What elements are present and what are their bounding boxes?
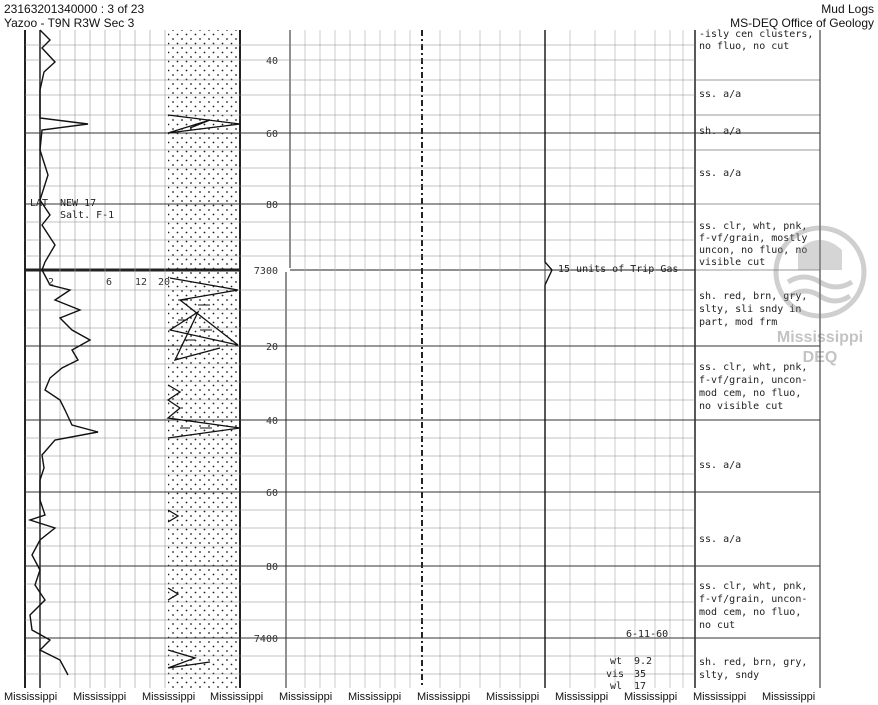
document-type: Mud Logs: [821, 2, 874, 16]
lith-line: ss. clr, wht, pnk,: [699, 221, 808, 232]
lith-line: sh. red, brn, gry,: [699, 657, 808, 668]
well-location: Yazoo - T9N R3W Sec 3: [4, 16, 135, 30]
lith-line: ss. a/a: [699, 460, 742, 471]
watermark-text: [770, 328, 870, 368]
lith-line: visible cut: [699, 257, 766, 268]
mud-vis-label: vis: [606, 669, 625, 680]
scale-label: 6: [106, 277, 113, 288]
lith-line: slty, sndy: [699, 670, 760, 681]
footer-label: Mississippi: [693, 691, 747, 703]
footer-label: Mississippi: [4, 691, 58, 703]
mud-wl-label: wl: [610, 681, 623, 690]
watermark-line-2: DEQ: [802, 349, 838, 366]
lith-line: sh. red, brn, gry,: [699, 291, 808, 302]
lith-line: -isly cen clusters,: [699, 29, 814, 40]
rate-grid: [60, 30, 165, 688]
footer-label: Mississippi: [762, 691, 816, 703]
scale-label: 12: [135, 277, 148, 288]
mud-wt-label: wt: [610, 656, 623, 667]
lith-line: ss. a/a: [699, 168, 742, 179]
lith-line: ss. a/a: [699, 534, 742, 545]
scale-label: 20: [158, 277, 171, 288]
lith-line: no cut: [699, 620, 736, 631]
depth-label: 60: [265, 488, 278, 499]
lith-line: sh. a/a: [699, 126, 742, 137]
trip-gas-note: 15 units of Trip Gas: [558, 264, 679, 275]
depth-label: 80: [265, 562, 278, 573]
depth-label: 40: [265, 56, 278, 67]
footer-label: Mississippi: [417, 691, 471, 703]
lat-note: LAT: [30, 198, 49, 209]
lith-line: mod cem, no fluo,: [699, 388, 802, 399]
document-id: 23163201340000 : 3 of 23: [4, 2, 145, 16]
footer-strip: [0, 690, 878, 705]
depth-labels: [254, 56, 278, 645]
mud-properties: [606, 656, 652, 690]
lith-line: part, mod frm: [699, 317, 778, 328]
footer-label: Mississippi: [486, 691, 540, 703]
footer-label: Mississippi: [348, 691, 402, 703]
lith-line: slty, sli sndy in: [699, 304, 802, 315]
depth-label: 20: [265, 342, 278, 353]
depth-label: 60: [265, 129, 278, 140]
depth-label: 80: [265, 200, 278, 211]
watermark-line-1: Mississippi: [776, 329, 864, 346]
salt-note: Salt. F-1: [60, 210, 115, 221]
mdeq-watermark: [770, 210, 870, 380]
mdeq-logo-icon: [770, 210, 870, 328]
mud-vis-value: 35: [634, 669, 647, 680]
lith-line: ss. a/a: [699, 89, 742, 100]
lith-line: f-vf/grain, uncon-: [699, 594, 808, 605]
mud-wt-value: 9.2: [634, 656, 653, 667]
footer-label: Mississippi: [624, 691, 678, 703]
lith-line: ss. clr, wht, pnk,: [699, 362, 808, 373]
depth-label: 40: [265, 416, 278, 427]
gas-curve: [545, 30, 552, 688]
footer-label: Mississippi: [73, 691, 127, 703]
depth-label: 7300: [253, 266, 278, 277]
lith-line: mod cem, no fluo,: [699, 607, 802, 618]
lith-line: uncon, no fluo, no: [699, 245, 808, 256]
lith-line: no fluo, no cut: [699, 41, 790, 52]
lith-line: f-vf/grain, uncon-: [699, 375, 808, 386]
lith-line: ss. clr, wht, pnk,: [699, 581, 808, 592]
mud-wl-value: 17: [634, 681, 647, 690]
footer-label: Mississippi: [555, 691, 609, 703]
footer-label: Mississippi: [142, 691, 196, 703]
lith-line: no visible cut: [699, 401, 784, 412]
new-note: NEW 17: [60, 198, 97, 209]
depth-label: 7400: [253, 634, 278, 645]
footer-label: Mississippi: [279, 691, 333, 703]
lith-line: f-vf/grain, mostly: [699, 233, 808, 244]
office-name: MS-DEQ Office of Geology: [730, 16, 874, 30]
gas-grid: [305, 30, 683, 688]
scale-label: 2: [48, 277, 55, 288]
footer-label: Mississippi: [210, 691, 264, 703]
date-note: 6-11-60: [626, 629, 669, 640]
